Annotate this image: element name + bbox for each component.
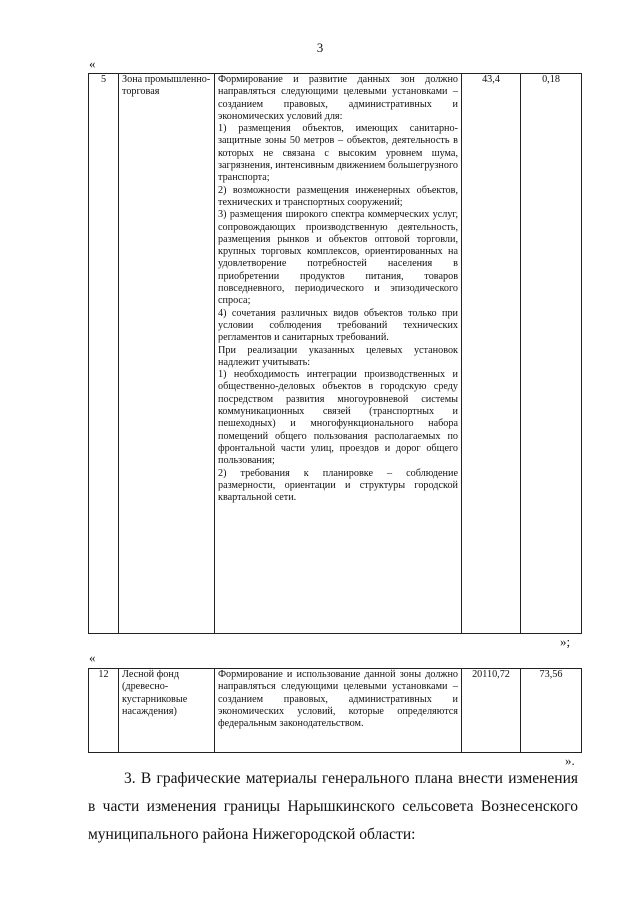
description-paragraph: 1) необходимость интеграции производственных и общественно-деловых объектов в городскую среду посредством развития многоуровневой системы коммуникационных связей (транспортных и пешеходных) и многофункционального набора помещений общего пользования располагаемых по фронтальной части улиц, проездов и дорог общего пользования; <box>218 369 458 467</box>
zones-table-part-1 <box>88 73 582 634</box>
description-paragraph: 4) сочетания различных видов объектов только при условии соблюдения требований технических регламентов и санитарных требований. <box>218 307 458 344</box>
zone-name: Зона промышленно-торговая <box>119 74 215 634</box>
description-paragraph: 3) размещения широкого спектра коммерческих услуг, сопровождающих производственную деятельность, размещения рынков и объектов оптовой торговли, крупных торговых комплексов, ориентированных на удовлетворение потребностей населения в приобретении продуктов питания, товаров повседневного, периодического и эпизодического спроса; <box>218 209 458 307</box>
table-row <box>89 74 582 634</box>
share-value: 0,18 <box>521 74 582 634</box>
paragraph-3: 3. В графические материалы генерального плана внести изменения в части изменения границы Нарышкинского сельсовета Вознесенского муниципального района Нижегородской области: <box>88 770 578 843</box>
opening-quote: « <box>89 650 96 665</box>
description-paragraph: 1) размещения объектов, имеющих санитарно-защитные зоны 50 метров – объектов, деятельность в которых не связана с высоким уровнем шума, загрязнения, интенсивным движением большегрузного транспорта; <box>218 123 458 184</box>
zone-name: Лесной фонд (древесно-кустарниковые насаждения) <box>119 669 215 753</box>
page-number: 3 <box>316 40 324 55</box>
table-row <box>89 669 582 753</box>
description-paragraph: 2) требования к планировке – соблюдение размерности, ориентации и структуры городской квартальной сети. <box>218 467 458 504</box>
closing-quote: ». <box>565 753 575 768</box>
zone-description <box>215 74 462 634</box>
row-number: 5 <box>89 74 119 634</box>
share-value: 73,56 <box>521 669 582 753</box>
zone-description: Формирование и использование данной зоны должно направляться следующими целевыми установками – созданием правовых, административных и экономических условий, которые определяются федеральным законодательством. <box>215 669 462 753</box>
description-paragraph: Формирование и развитие данных зон должно направляться следующими целевыми установками – созданием правовых, административных и экономических условий для: <box>218 74 458 122</box>
description-paragraph: При реализации указанных целевых установок надлежит учитывать: <box>218 344 458 368</box>
area-value: 20110,72 <box>462 669 521 753</box>
closing-quote: »; <box>560 634 571 649</box>
body-paragraph <box>88 765 578 849</box>
row-number: 12 <box>89 669 119 753</box>
description-paragraph: 2) возможности размещения инженерных объектов, технических и транспортных сооружений; <box>218 184 458 208</box>
zones-table-part-2 <box>88 668 582 753</box>
area-value: 43,4 <box>462 74 521 634</box>
opening-quote: « <box>89 56 96 71</box>
